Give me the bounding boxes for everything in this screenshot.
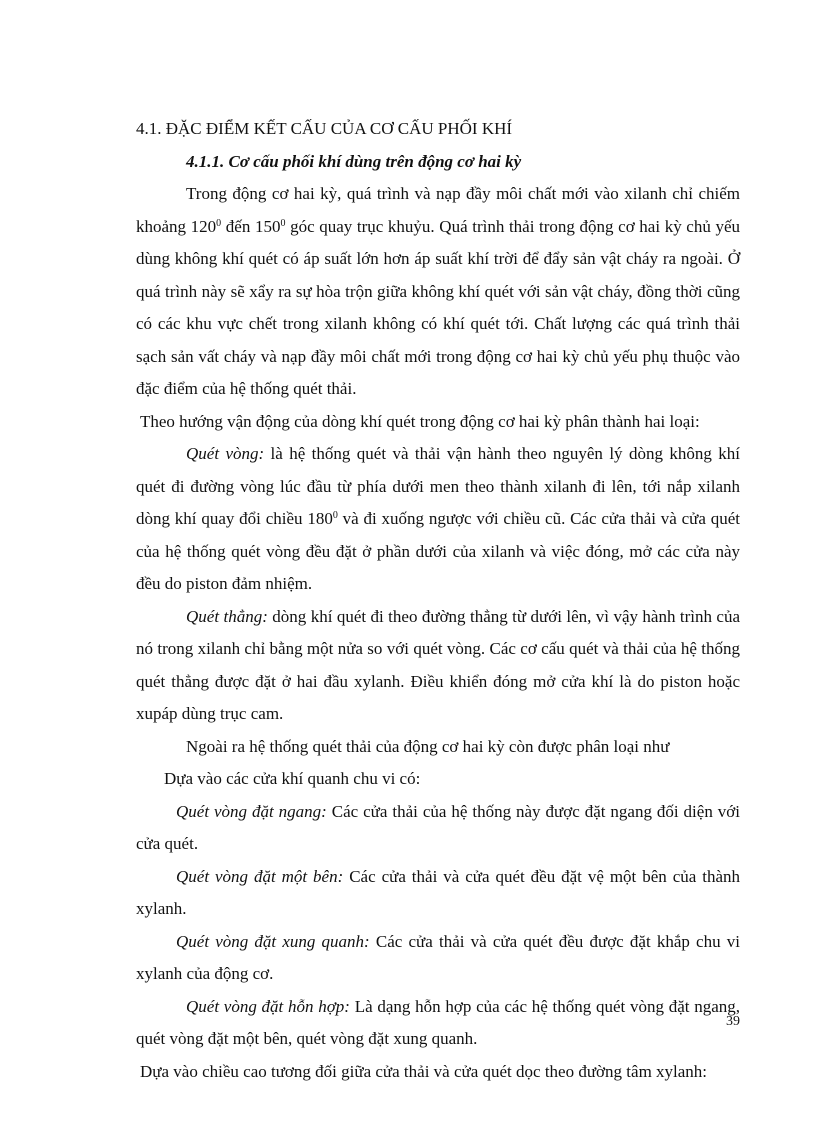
loop-scavenging-term: Quét vòng:	[186, 444, 265, 463]
mixed-scavenging-term: Quét vòng đặt hỗn hợp:	[186, 996, 350, 1016]
uniflow-scavenging-term: Quét thẳng:	[186, 606, 268, 626]
page-number: 39	[726, 1014, 740, 1029]
one-side-scavenging-paragraph	[136, 861, 740, 926]
one-side-scavenging-term: Quét vòng đặt một bên:	[176, 866, 344, 886]
one-side-scavenging-text: Các cửa thải và cửa quét đều đặt vệ một bên của thành xylanh.	[136, 866, 740, 918]
classification-paragraph: Theo hướng vận động của dòng khí quét trong động cơ hai kỳ phân thành hai loại:	[140, 411, 700, 431]
intro-text-3: góc quay trục khuỷu. Quá trình thải trong động cơ hai kỳ chủ yếu dùng không khí quét có áp suất lớn hơn áp suất khí trời để đẩy sản vật cháy ra ngoài. Ở quá trình này sẽ xẩy ra sự hòa trộn giữa không khí quét với sản vật cháy, đồng thời cũng có các khu vực chết trong xilanh không có khí quét tới. Chất lượng các quá trình thải sạch sản vất cháy và nạp đầy môi chất mới trong động cơ hai kỳ chủ yếu phụ thuộc vào đặc điểm của hệ thống quét thải.	[136, 216, 741, 398]
around-scavenging-text: Các cửa thải và cửa quét đều được đặt khắp chu vi xylanh của động cơ.	[136, 931, 740, 983]
port-arrangement-paragraph: Dựa vào các cửa khí quanh chu vi có:	[164, 769, 421, 788]
degree-superscript: 0	[216, 217, 222, 229]
uniflow-scavenging-paragraph	[136, 601, 740, 731]
loop-text-2: và đi xuống ngược với chiều cũ. Các cửa thải và cửa quét của hệ thống quét vòng đều đặt ở phần dưới của xilanh và việc đóng, mở các cửa này đều do piston đảm nhiệm.	[136, 509, 741, 593]
around-scavenging-paragraph	[136, 926, 740, 991]
loop-text-1: là hệ thống quét và thải vận hành theo nguyên lý dòng không khí quét đi đường vòng lúc đầu từ phía dưới men theo thành xilanh đi lên, tới nắp xilanh dòng khí quay đổi chiều 180	[136, 444, 740, 528]
mixed-scavenging-paragraph	[136, 991, 740, 1056]
mixed-scavenging-text: Là dạng hỗn hợp của các hệ thống quét vòng đặt ngang, quét vòng đặt một bên, quét vòng đặt xung quanh.	[136, 996, 740, 1048]
degree-superscript: 0	[332, 510, 338, 521]
cross-scavenging-text: Các cửa thải của hệ thống này được đặt ngang đối diện với cửa quét.	[136, 801, 740, 853]
uniflow-text: dòng khí quét đi theo đường thẳng từ dưới lên, vì vậy hành trình của nó trong xilanh chỉ bằng một nửa so với quét vòng. Các cơ cấu quét và thải của hệ thống quét thẳng được đặt ở hai đầu xylanh. Điều khiển đóng mở cửa khí là do piston hoặc xupáp dùng trục cam.	[136, 606, 740, 723]
degree-superscript: 0	[280, 217, 286, 229]
section-heading: 4.1. ĐẶC ĐIỂM KẾT CẤU CỦA CƠ CẤU PHỐI KHÍ	[136, 119, 513, 138]
port-height-paragraph: Dựa vào chiều cao tương đối giữa cửa thải và cửa quét dọc theo đường tâm xylanh:	[140, 1061, 708, 1081]
loop-scavenging-paragraph	[136, 438, 740, 601]
other-classification-paragraph: Ngoài ra hệ thống quét thải của động cơ hai kỳ còn được phân loại như	[186, 736, 670, 756]
subsection-heading: 4.1.1. Cơ cấu phối khí dùng trên động cơ hai kỳ	[186, 151, 522, 171]
page-content	[136, 113, 740, 1088]
intro-text-1: Trong động cơ hai kỳ, quá trình và nạp đầy môi chất mới vào xilanh chỉ chiếm khoảng 120	[136, 184, 740, 236]
intro-text-2: đến 150	[221, 216, 281, 236]
cross-scavenging-term: Quét vòng đặt ngang:	[176, 801, 327, 821]
cross-scavenging-paragraph	[136, 796, 740, 861]
intro-paragraph	[136, 178, 740, 406]
around-scavenging-term: Quét vòng đặt xung quanh:	[176, 931, 370, 951]
